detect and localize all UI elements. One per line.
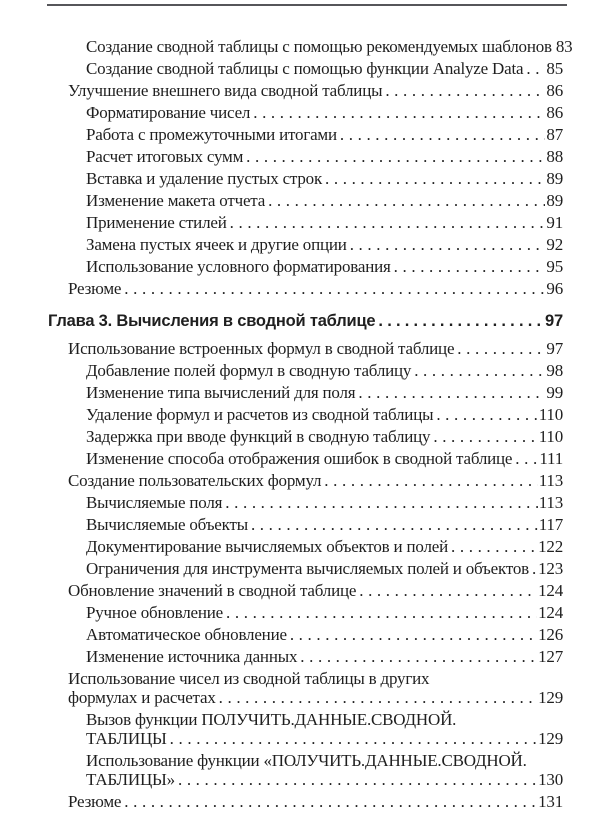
toc-entry-row <box>86 125 563 144</box>
toc-entry-row <box>86 770 563 789</box>
toc-dot-leader <box>350 235 546 254</box>
toc-dot-leader <box>451 537 537 556</box>
toc-entry-row <box>86 603 563 622</box>
toc-page-number: 130 <box>538 770 563 789</box>
toc-entry-title-line: Использование чисел из сводной таблицы в других <box>68 669 430 688</box>
toc-page-number: 87 <box>546 125 563 144</box>
toc-entry-row <box>86 383 563 402</box>
toc-dot-leader <box>290 625 537 644</box>
toc-entry-title: Работа с промежуточными итогами <box>86 125 337 144</box>
toc-entry-row <box>86 537 563 556</box>
table-of-contents <box>48 37 573 814</box>
toc-dot-leader <box>230 213 546 232</box>
toc-dot-leader <box>300 647 537 666</box>
toc-page-number: 126 <box>538 625 563 644</box>
toc-entry-row <box>86 493 563 512</box>
toc-entry-row <box>86 257 563 276</box>
toc-entry-title: Удаление формул и расчетов из сводной таблицы <box>86 405 434 424</box>
toc-dot-leader <box>324 471 537 490</box>
toc-dot-leader <box>225 493 537 512</box>
toc-page-number: 124 <box>538 581 563 600</box>
toc-entry <box>48 669 563 707</box>
toc-entry <box>48 103 563 122</box>
toc-dot-leader <box>178 770 537 789</box>
toc-entry-title: Вставка и удаление пустых строк <box>86 169 323 188</box>
toc-entry-row <box>86 235 563 254</box>
toc-entry <box>48 191 563 210</box>
toc-entry-title: Ограничения для инструмента вычисляемых полей и объектов <box>86 559 529 578</box>
toc-entry-row <box>86 37 573 56</box>
toc-entry-title: Изменение макета отчета <box>86 191 266 210</box>
toc-entry-title: Расчет итоговых сумм <box>86 147 244 166</box>
toc-entry-title: Вычисляемые поля <box>86 493 223 512</box>
toc-dot-leader <box>358 383 545 402</box>
toc-dot-leader <box>414 361 545 380</box>
toc-entry-row <box>86 213 563 232</box>
toc-entry <box>48 449 563 468</box>
toc-entry-title: Резюме <box>68 792 122 811</box>
toc-entry <box>48 279 563 298</box>
toc-dot-leader <box>359 581 537 600</box>
toc-entry-title: Форматирование чисел <box>86 103 251 122</box>
toc-entry <box>48 361 563 380</box>
toc-entry <box>48 125 563 144</box>
toc-entry <box>48 383 563 402</box>
toc-entry <box>48 235 563 254</box>
toc-page-number: 96 <box>546 279 563 298</box>
toc-entry-row <box>86 449 563 468</box>
toc-entry-title: Глава 3. Вычисления в сводной таблице <box>48 312 376 330</box>
toc-page-number: 129 <box>538 729 563 748</box>
toc-entry-title: ТАБЛИЦЫ <box>86 729 167 748</box>
toc-dot-leader <box>170 729 537 748</box>
toc-entry-title: Ручное обновление <box>86 603 224 622</box>
toc-entry-title-line: Вызов функции ПОЛУЧИТЬ.ДАННЫЕ.СВОДНОЙ. <box>86 710 457 729</box>
toc-page-number: 86 <box>546 103 563 122</box>
toc-entry <box>48 339 563 358</box>
toc-entry-title: Обновление значений в сводной таблице <box>68 581 357 600</box>
toc-entry <box>48 257 563 276</box>
toc-page-number: 89 <box>546 191 563 210</box>
toc-dot-leader <box>226 603 537 622</box>
toc-page-number: 110 <box>538 427 563 446</box>
toc-entry <box>48 37 573 56</box>
toc-dot-leader <box>124 279 545 298</box>
toc-entry-row <box>86 169 563 188</box>
toc-page-number: 98 <box>546 361 563 380</box>
toc-entry <box>48 471 563 490</box>
toc-page-number: 91 <box>546 213 563 232</box>
toc-entry <box>48 59 563 78</box>
toc-entry-row <box>86 103 563 122</box>
toc-page-number: 86 <box>546 81 563 100</box>
toc-entry-title: Создание пользовательских формул <box>68 471 322 490</box>
toc-entry-row <box>86 147 563 166</box>
toc-entry-title: Документирование вычисляемых объектов и полей <box>86 537 449 556</box>
toc-entry-row <box>86 625 563 644</box>
toc-dot-leader <box>532 559 537 578</box>
toc-entry <box>48 515 563 534</box>
toc-entry <box>48 405 563 424</box>
toc-entry <box>48 427 563 446</box>
toc-entry-row <box>86 515 563 534</box>
toc-entry <box>48 537 563 556</box>
toc-dot-leader <box>268 191 545 210</box>
toc-page-number: 89 <box>546 169 563 188</box>
toc-page-number: 88 <box>546 147 563 166</box>
toc-entry-row <box>48 312 563 331</box>
toc-page-number: 95 <box>546 257 563 276</box>
toc-page-number: 129 <box>538 688 563 707</box>
toc-dot-leader <box>526 59 545 78</box>
toc-page-number: 97 <box>546 339 563 358</box>
page-header-rule <box>47 4 567 6</box>
toc-dot-leader <box>378 312 544 331</box>
toc-entry-row <box>68 688 563 707</box>
toc-dot-leader <box>457 339 545 358</box>
toc-entry <box>48 603 563 622</box>
toc-entry-title: Использование условного форматирования <box>86 257 391 276</box>
toc-page-number: 111 <box>539 449 563 468</box>
toc-entry-title: Автоматическое обновление <box>86 625 287 644</box>
toc-dot-leader <box>325 169 545 188</box>
toc-entry-title: формулах и расчетах <box>68 688 216 707</box>
toc-entry-title: Изменение типа вычислений для поля <box>86 383 356 402</box>
toc-entry-row <box>86 191 563 210</box>
toc-entry-title: Задержка при вводе функций в сводную таблицу <box>86 427 431 446</box>
toc-page-number: 124 <box>538 603 563 622</box>
toc-entry <box>48 647 563 666</box>
toc-entry <box>48 710 563 748</box>
toc-page-number: 97 <box>545 312 563 330</box>
toc-dot-leader <box>340 125 545 144</box>
toc-dot-leader <box>433 427 537 446</box>
toc-page-number: 122 <box>538 537 563 556</box>
toc-entry-title: Использование встроенных формул в сводной таблице <box>68 339 455 358</box>
toc-dot-leader <box>515 449 538 468</box>
toc-page-number: 113 <box>538 493 563 512</box>
toc-entry-title: Изменение способа отображения ошибок в сводной таблице <box>86 449 513 468</box>
toc-page-number: 117 <box>538 515 563 534</box>
toc-entry <box>48 493 563 512</box>
toc-entry-row <box>68 581 563 600</box>
toc-dot-leader <box>253 103 545 122</box>
toc-entry-row <box>86 361 563 380</box>
toc-entry-title: Замена пустых ячеек и другие опции <box>86 235 347 254</box>
toc-page-number: 99 <box>546 383 563 402</box>
toc-page-number: 85 <box>546 59 563 78</box>
toc-entry-title: ТАБЛИЦЫ» <box>86 770 175 789</box>
toc-dot-leader <box>219 688 537 707</box>
toc-entry <box>48 581 563 600</box>
toc-entry-row <box>68 792 563 811</box>
toc-page-number: 92 <box>546 235 563 254</box>
toc-entry-row <box>86 405 563 424</box>
toc-dot-leader <box>246 147 545 166</box>
toc-dot-leader <box>385 81 545 100</box>
toc-entry-row <box>86 559 563 578</box>
toc-entry <box>48 147 563 166</box>
toc-entry-title: Изменение источника данных <box>86 647 298 666</box>
toc-entry-row <box>68 81 563 100</box>
toc-entry-title: Резюме <box>68 279 122 298</box>
toc-entry <box>48 81 563 100</box>
toc-entry-row <box>86 729 563 748</box>
toc-entry <box>48 559 563 578</box>
toc-entry-title: Улучшение внешнего вида сводной таблицы <box>68 81 383 100</box>
toc-dot-leader <box>124 792 537 811</box>
toc-entry <box>48 792 563 811</box>
toc-entry-title: Создание сводной таблицы с помощью рекомендуемых шаблонов <box>86 37 552 56</box>
toc-entry-row <box>68 279 563 298</box>
toc-entry-row <box>68 471 563 490</box>
toc-entry <box>48 169 563 188</box>
toc-dot-leader <box>394 257 546 276</box>
toc-entry-row <box>86 647 563 666</box>
toc-dot-leader <box>436 405 537 424</box>
toc-entry-row <box>68 339 563 358</box>
toc-entry-title: Вычисляемые объекты <box>86 515 248 534</box>
toc-page-number: 123 <box>538 559 563 578</box>
toc-entry <box>48 751 563 789</box>
toc-entry <box>48 213 563 232</box>
toc-entry-title: Создание сводной таблицы с помощью функции Analyze Data <box>86 59 524 78</box>
toc-entry-title-line: Использование функции «ПОЛУЧИТЬ.ДАННЫЕ.СВОДНОЙ. <box>86 751 527 770</box>
toc-entry <box>48 625 563 644</box>
toc-page-number: 113 <box>538 471 563 490</box>
toc-page-number: 110 <box>538 405 563 424</box>
toc-dot-leader <box>251 515 538 534</box>
toc-entry-row <box>86 427 563 446</box>
toc-entry-title: Добавление полей формул в сводную таблицу <box>86 361 412 380</box>
toc-chapter-entry <box>48 312 563 331</box>
toc-entry-title: Применение стилей <box>86 213 227 232</box>
toc-page-number: 83 <box>555 37 573 56</box>
toc-entry-row <box>86 59 563 78</box>
toc-page-number: 127 <box>538 647 563 666</box>
toc-page-number: 131 <box>538 792 563 811</box>
